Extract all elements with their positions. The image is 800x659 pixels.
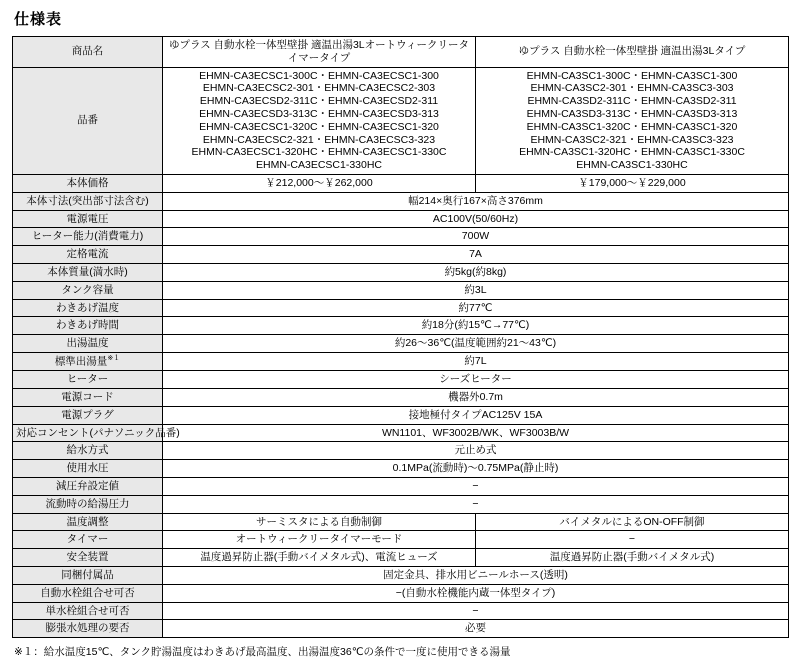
part-number-line: EHMN-CA3ECSD2-311C・EHMN-CA3ECSD2-311 [199, 95, 439, 108]
table-row [13, 513, 789, 531]
row-value: 接地極付タイプAC125V 15A [163, 406, 789, 424]
table-row [13, 67, 789, 174]
row-label: 標準出湯量$^{※1}$ [13, 352, 163, 370]
part-number-line: EHMN-CA3SC1-330HC [576, 159, 688, 172]
row-value-col1: サーミスタによる自動制御 [163, 513, 476, 531]
row-value: 0.1MPa(流動時)〜0.75MPa(静止時) [163, 460, 789, 478]
part-number-line: EHMN-CA3ECSD3-313C・EHMN-CA3ECSD3-313 [199, 107, 439, 120]
row-value-col1: ￥212,000〜￥262,000 [163, 174, 476, 192]
row-label-footnote-marker: ※１ [107, 354, 121, 362]
row-value: − [163, 602, 789, 620]
row-value: − [163, 478, 789, 496]
table-row [13, 246, 789, 264]
row-value-col2: ￥179,000〜￥229,000 [476, 174, 789, 192]
row-value: 約26〜36℃(温度範囲約21〜43℃) [163, 335, 789, 353]
row-value-col1: 温度過昇防止器(手動バイメタル式)、電流ヒューズ [163, 549, 476, 567]
row-label: 同梱付属品 [13, 567, 163, 585]
row-value: 機器外0.7m [163, 389, 789, 407]
row-value: 幅214×奥行167×高さ376mm [163, 192, 789, 210]
row-label: 使用水圧 [13, 460, 163, 478]
table-row [13, 389, 789, 407]
row-value-col2: ゆプラス 自動水栓一体型壁掛 適温出湯3Lタイプ [476, 37, 789, 68]
row-label: ヒーター [13, 371, 163, 389]
part-number-line: EHMN-CA3SD2-311C・EHMN-CA3SD2-311 [527, 95, 737, 108]
row-value-col2: バイメタルによるON-OFF制御 [476, 513, 789, 531]
row-label: 電源電圧 [13, 210, 163, 228]
part-number-line: EHMN-CA3SC1-320HC・EHMN-CA3SC1-330C [519, 146, 745, 159]
row-label: 単水栓組合せ可否 [13, 602, 163, 620]
part-number-line: EHMN-CA3ECSC1-330HC [255, 159, 383, 172]
row-value: シーズヒーター [163, 371, 789, 389]
row-value: 約5kg(約8kg) [163, 263, 789, 281]
row-value-col1: オートウィークリータイマーモード [163, 531, 476, 549]
row-label: 出湯温度 [13, 335, 163, 353]
row-value: 約7L [163, 352, 789, 370]
row-label: 減圧弁設定値 [13, 478, 163, 496]
row-value: 約77℃ [163, 299, 789, 317]
row-value: − [163, 495, 789, 513]
table-row [13, 228, 789, 246]
table-row [13, 210, 789, 228]
table-row [13, 602, 789, 620]
row-value: 元止め式 [163, 442, 789, 460]
row-label: 自動水栓組合せ可否 [13, 584, 163, 602]
part-number-line: EHMN-CA3ECSC1-300C・EHMN-CA3ECSC1-300 [199, 69, 439, 82]
part-number-line: EHMN-CA3SC1-300C・EHMN-CA3SC1-300 [526, 69, 738, 82]
part-number-line: EHMN-CA3SD3-313C・EHMN-CA3SD3-313 [526, 107, 738, 120]
row-label: 本体価格 [13, 174, 163, 192]
row-value: 必要 [163, 620, 789, 638]
row-value-col2: − [476, 531, 789, 549]
table-row [13, 352, 789, 370]
part-number-line: EHMN-CA3SC2-321・EHMN-CA3SC3-323 [530, 133, 734, 146]
part-number-line: EHMN-CA3SC2-301・EHMN-CA3SC3-303 [530, 82, 734, 95]
row-value: 約3L [163, 281, 789, 299]
row-label: 給水方式 [13, 442, 163, 460]
table-row [13, 549, 789, 567]
row-label: 流動時の給湯圧力 [13, 495, 163, 513]
row-label: 電源プラグ [13, 406, 163, 424]
table-row [13, 37, 789, 68]
row-label: 商品名 [13, 37, 163, 68]
part-number-line: EHMN-CA3ECSC2-321・EHMN-CA3ECSC3-323 [202, 133, 436, 146]
part-numbers-col1 [163, 67, 476, 174]
row-value: AC100V(50/60Hz) [163, 210, 789, 228]
table-row [13, 442, 789, 460]
table-row [13, 620, 789, 638]
row-label: 膨張水処理の要否 [13, 620, 163, 638]
table-row [13, 174, 789, 192]
row-label: タイマー [13, 531, 163, 549]
table-row [13, 567, 789, 585]
row-label: 電源コード [13, 389, 163, 407]
row-value: WN1101、WF3002B/WK、WF3003B/W [163, 424, 789, 442]
row-label: わきあげ温度 [13, 299, 163, 317]
row-value: 約18分(約15℃→77℃) [163, 317, 789, 335]
part-number-line: EHMN-CA3ECSC1-320HC・EHMN-CA3ECSC1-330C [191, 146, 447, 159]
table-row [13, 531, 789, 549]
row-value-col1: ゆプラス 自動水栓一体型壁掛 適温出湯3Lオートウィークリータイマータイプ [163, 37, 476, 68]
part-number-line: EHMN-CA3ECSC2-301・EHMN-CA3ECSC2-303 [202, 82, 436, 95]
part-number-line: EHMN-CA3ECSC1-320C・EHMN-CA3ECSC1-320 [199, 120, 439, 133]
table-row [13, 192, 789, 210]
row-value-col2: 温度過昇防止器(手動バイメタル式) [476, 549, 789, 567]
row-value: 固定金具、排水用ビニールホース(透明) [163, 567, 789, 585]
specification-table-body [13, 37, 789, 638]
row-value: 7A [163, 246, 789, 264]
footnote: ※１：給水温度15℃、タンク貯湯温度はわきあげ最高温度、出湯温度36℃の条件で一度に使用できる湯量 [14, 646, 511, 659]
page-title: 仕様表 [14, 11, 63, 28]
table-row [13, 495, 789, 513]
part-numbers-col2 [476, 67, 789, 174]
table-row [13, 584, 789, 602]
table-row [13, 424, 789, 442]
table-row [13, 371, 789, 389]
part-number-line: EHMN-CA3SC1-320C・EHMN-CA3SC1-320 [526, 120, 738, 133]
row-label: 品番 [13, 67, 163, 174]
specification-table [12, 36, 789, 638]
row-label: 温度調整 [13, 513, 163, 531]
row-value: 700W [163, 228, 789, 246]
row-value: −(自動水栓機能内蔵一体型タイプ) [163, 584, 789, 602]
row-label: タンク容量 [13, 281, 163, 299]
row-label: 安全装置 [13, 549, 163, 567]
table-row [13, 335, 789, 353]
table-row [13, 317, 789, 335]
table-row [13, 299, 789, 317]
table-row [13, 281, 789, 299]
row-label: わきあげ時間 [13, 317, 163, 335]
table-row [13, 263, 789, 281]
row-label: 定格電流 [13, 246, 163, 264]
row-label: 対応コンセント(パナソニック品番) [13, 424, 163, 442]
table-row [13, 478, 789, 496]
row-label: ヒーター能力(消費電力) [13, 228, 163, 246]
table-row [13, 460, 789, 478]
row-label: 本体寸法(突出部寸法含む) [13, 192, 163, 210]
table-row [13, 406, 789, 424]
row-label: 本体質量(満水時) [13, 263, 163, 281]
